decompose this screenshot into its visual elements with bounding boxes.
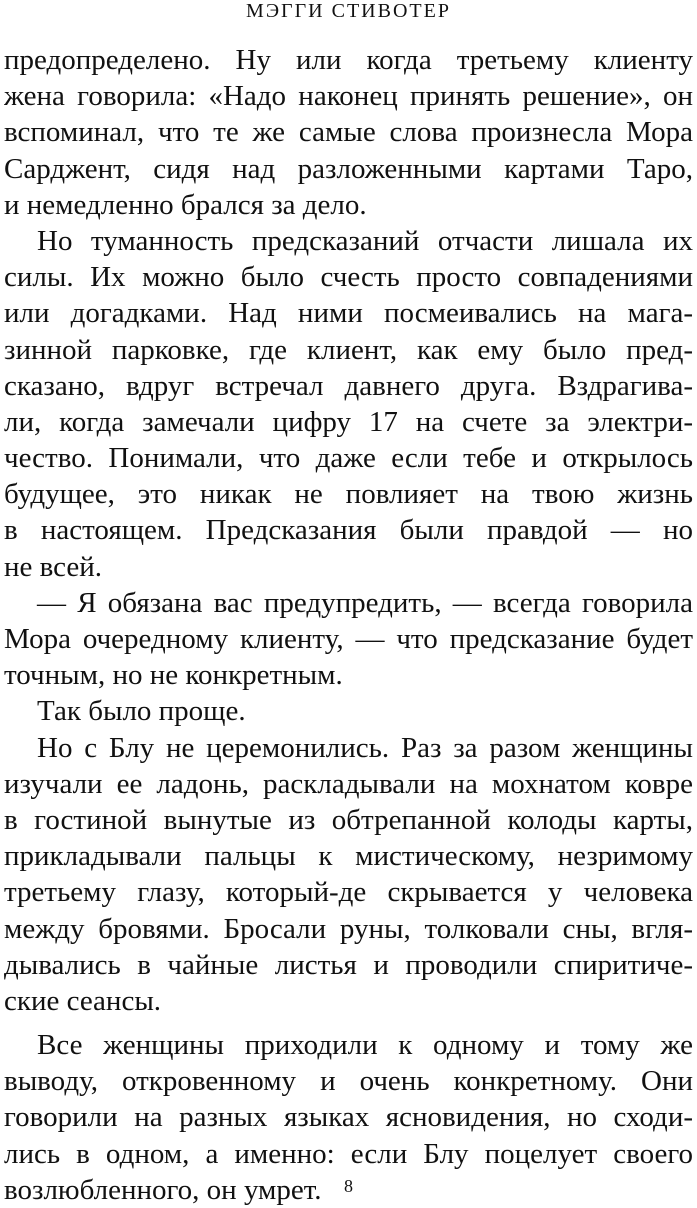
text-line: Но туманность предсказаний отчасти лишала их: [37, 224, 693, 257]
text-line: говорили на разных языках ясновидения, но сходи-: [4, 1101, 693, 1134]
text-line: зинной парковке, где клиент, как ему было пред-: [4, 333, 693, 366]
text-line: точным, но не конкретным.: [4, 659, 343, 692]
text-line: ли, когда замечали цифру 17 на счете за электри-: [4, 405, 693, 438]
text-line: не всей.: [4, 550, 103, 583]
text-line: выводу, откровенному и очень конкретному. Они: [4, 1065, 693, 1098]
text-line: сказано, вдруг встречал давнего друга. Вздрагива-: [4, 369, 693, 402]
text-line: возлюбленного, он умрет.: [4, 1173, 322, 1206]
text-line: будущее, это никак не повлияет на твою жизнь: [4, 478, 693, 511]
text-line: силы. Их можно было счесть просто совпадениями: [4, 261, 693, 294]
body-text: [0, 42, 697, 1208]
text-line: прикладывали пальцы к мистическому, незримому: [4, 840, 693, 873]
text-line: между бровями. Бросали руны, толковали сны, вгля-: [4, 912, 693, 945]
text-line: дывались в чайные листья и проводили спиритиче-: [4, 948, 693, 981]
running-head: МЭГГИ СТИВОТЕР: [246, 0, 451, 22]
text-line: Но с Блу не церемонились. Раз за разом женщины: [37, 731, 693, 764]
text-line: в гостиной вынутые из обтрепанной колоды карты,: [4, 803, 693, 836]
text-line: Так было проще.: [37, 695, 246, 728]
text-line: предопределено. Ну или когда третьему клиенту: [4, 44, 693, 76]
text-line: Мора очередному клиенту, — что предсказание будет: [4, 623, 693, 655]
text-line: в настоящем. Предсказания были правдой — но: [4, 514, 693, 547]
paragraph-gap: [4, 1019, 693, 1027]
text-line: третьему глазу, который-де скрывается у человека: [4, 876, 693, 909]
text-line: Сарджент, сидя над разложенными картами Таро,: [4, 152, 693, 185]
text-line: или догадками. Над ними посмеивались на мага-: [4, 297, 693, 330]
text-line: и немедленно брался за дело.: [4, 188, 367, 221]
text-line: Все женщины приходили к одному и тому же: [37, 1029, 693, 1062]
text-line: жена говорила: «Надо наконец принять решение», он: [4, 80, 693, 113]
text-line: — Я обязана вас предупредить, — всегда говорила: [37, 586, 693, 619]
text-line: лись в одном, а именно: если Блу поцелует своего: [4, 1137, 693, 1170]
page-number: 8: [344, 1176, 353, 1196]
text-line: ские сеансы.: [4, 984, 162, 1017]
text-line: изучали ее ладонь, раскладывали на мохнатом ковре: [4, 767, 693, 800]
text-line: чество. Понимали, что даже если тебе и открылось: [4, 442, 693, 475]
text-line: вспоминал, что те же самые слова произнесла Мора: [4, 116, 693, 149]
